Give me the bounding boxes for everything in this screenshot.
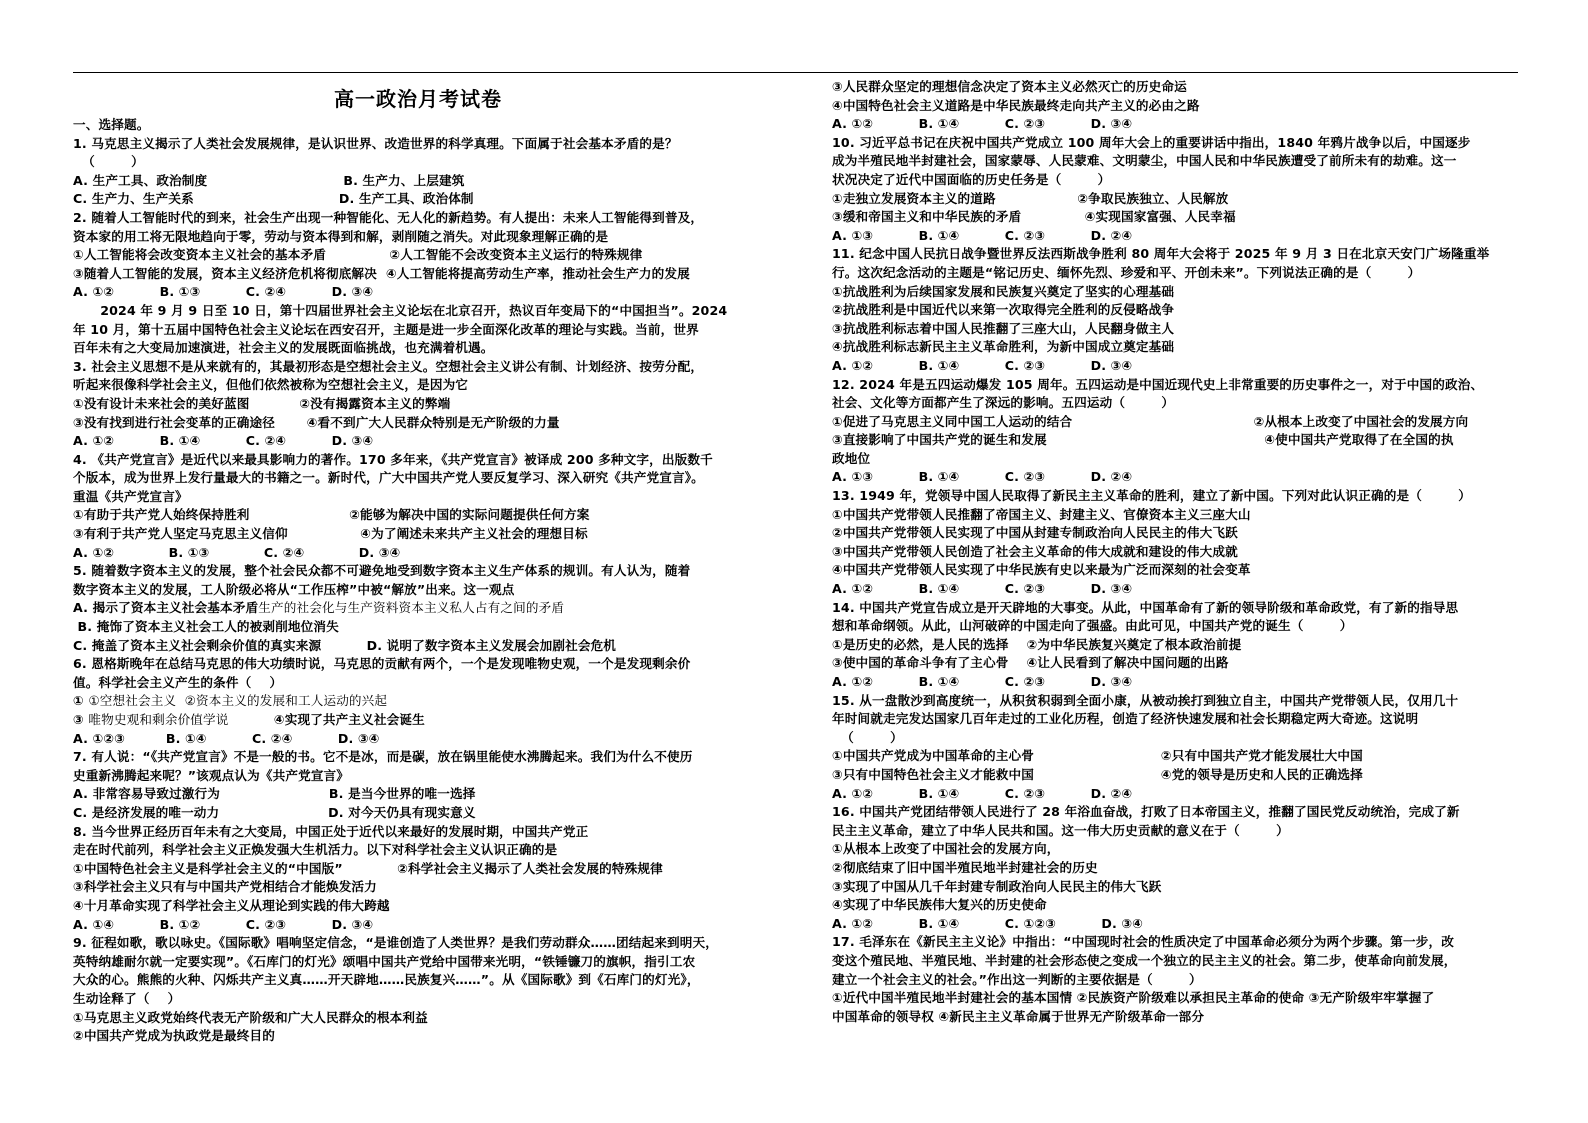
text-line: [832, 673, 1522, 692]
top-rule: [73, 72, 1518, 73]
text-line: [73, 674, 763, 693]
text-line: [73, 321, 763, 340]
text-line: [73, 209, 763, 228]
line-text: 16. 中国共产党团结带领人民进行了 28 年浴血奋战，打败了日本帝国主义，推翻了国民党反动统治，完成了新: [832, 804, 1460, 820]
line-text: 17. 毛泽东在《新民主主义论》中指出：“中国现时社会的性质决定了中国革命必须分为两个步骤。第一步，改: [832, 934, 1454, 950]
text-line: [73, 748, 763, 767]
text-line: [832, 208, 1522, 227]
line-text: ①中国共产党成为中国革命的主心骨 ②只有中国共产党才能发展壮大中国: [832, 748, 1363, 764]
text-line: [832, 301, 1522, 320]
text-line: [832, 561, 1522, 580]
line-text: ①近代中国半殖民地半封建社会的基本国情 ②民族资产阶级难以承担民主革命的使命 ③无产阶级牢牢掌握了: [832, 990, 1435, 1006]
line-text: A. ①② B. ①④ C. ②③ D. ③④: [832, 581, 1133, 597]
line-text: A. 生产工具、政治制度 B. 生产力、上层建筑: [73, 172, 465, 188]
line-text: 政地位: [832, 450, 871, 466]
text-line: [832, 487, 1522, 506]
text-line: [832, 989, 1522, 1008]
line-text: A. ①② B. ①④ C. ②③ D. ③④: [832, 357, 1133, 373]
text-line: [832, 747, 1522, 766]
line-text: ③缓和帝国主义和中华民族的矛盾 ④实现国家富强、人民幸福: [832, 209, 1236, 225]
text-line: [832, 264, 1522, 283]
text-line: [73, 767, 763, 786]
line-text: ③直接影响了中国共产党的诞生和发展 ④使中国共产党取得了在全国的执: [832, 432, 1454, 448]
line-text: A. ①③ B. ①④ C. ②③ D. ②④: [832, 469, 1133, 485]
line-text: A. ①② B. ①④ C. ①②③ D. ③④: [832, 915, 1144, 931]
text-line: [832, 803, 1522, 822]
line-text: ④十月革命实现了科学社会主义从理论到实践的伟大跨越: [73, 897, 390, 913]
line-text: A. ①② B. ①④ C. ②③ D. ②④: [832, 785, 1133, 801]
text-line: [832, 450, 1522, 469]
line-text: 年 10 月，第十五届中国特色社会主义论坛在西安召开，主题是进一步全面深化改革的理论与实践。当前，世界: [73, 321, 699, 337]
line-text: 状况决定了近代中国面临的历史任务是（ ）: [832, 171, 1111, 187]
line-text: ①: [73, 693, 89, 709]
line-text: ③科学社会主义只有与中国共产党相结合才能焕发活力: [73, 879, 377, 895]
text-line: [73, 469, 763, 488]
text-line: [832, 729, 1522, 748]
text-line: [73, 916, 763, 935]
text-line: [73, 228, 763, 247]
line-text: 3. 社会主义思想不是从来就有的，其最初形态是空想社会主义。空想社会主义讲公有制、计划经济、按劳分配，: [73, 358, 704, 374]
line-text: 1. 马克思主义揭示了人类社会发展规律，是认识世界、改造世界的科学真理。下面属于社会基本矛盾的是？: [73, 135, 678, 151]
line-text: ①马克思主义政党始终代表无产阶级和广大人民群众的根本利益: [73, 1009, 428, 1025]
line-text: ③人民群众坚定的理想信念决定了资本主义必然灭亡的历史命运: [832, 79, 1187, 94]
line-text: 大众的心。熊熊的火种、闪烁共产主义真……开天辟地……民族复兴……”。从《国际歌》到《石库门的灯光》，: [73, 972, 700, 988]
line-text: 成为半殖民地半封建社会，国家蒙辱、人民蒙难、文明蒙尘，中国人民和中华民族遭受了前所未有的劫难。这一: [832, 153, 1457, 169]
text-line: [832, 859, 1522, 878]
line-text: A. 非常容易导致过激行为 B. 是当今世界的唯一选择: [73, 786, 476, 802]
text-line: [73, 376, 763, 395]
line-text: ①抗战胜利为后续国家发展和民族复兴奠定了坚实的心理基础: [832, 283, 1175, 299]
text-line: [73, 953, 763, 972]
line-text: 资本家的用工将无限地趋向于零，劳动与资本得到和解，剥削随之消失。对此现象理解正确的是: [73, 228, 609, 244]
text-line: [832, 283, 1522, 302]
text-line: [73, 804, 763, 823]
line-text: ①中国共产党带领人民推翻了帝国主义、封建主义、官僚资本主义三座大山: [832, 506, 1251, 522]
text-line: [832, 543, 1522, 562]
text-line: [73, 395, 763, 414]
line-text: 数字资本主义的发展，工人阶级必将从“工作压榨”中被“解放”出来。这一观点: [73, 581, 515, 597]
line-text: A. ①②③ B. ①④ C. ②④ D. ③④: [73, 730, 380, 746]
line-text: C. 掩盖了资本主义社会剩余价值的真实来源 D. 说明了数字资本主义发展会加剧社会危机: [73, 637, 617, 653]
text-line: [73, 190, 763, 209]
line-text: 13. 1949 年，党领导中国人民取得了新民主主义革命的胜利，建立了新中国。下列对此认识正确的是（ ）: [832, 488, 1471, 504]
text-line: [73, 451, 763, 470]
text-line: [73, 581, 763, 600]
text-line: [832, 896, 1522, 915]
line-text: ①没有设计未来社会的美好蓝图 ②没有揭露资本主义的弊端: [73, 395, 451, 411]
left-column: [73, 78, 763, 1046]
normal-text: 唯物史观和剩余价值学说: [88, 712, 229, 727]
line-text: A. ①② B. ①④ C. ②③ D. ③④: [832, 116, 1133, 132]
text-line: [832, 840, 1522, 859]
line-text: ①有助于共产党人始终保持胜利 ②能够为解决中国的实际问题提供任何方案: [73, 507, 590, 523]
text-line: [73, 172, 763, 191]
line-text: 百年未有之大变局加速演进，社会主义的发展既面临挑战，也充满着机遇。: [73, 340, 494, 356]
text-line: [832, 524, 1522, 543]
text-line: [832, 654, 1522, 673]
line-text: A. ①② B. ①④ C. ②③ D. ③④: [832, 674, 1133, 689]
line-text: 中国革命的领导权 ④新民主主义革命属于世界无产阶级革命一部分: [832, 1008, 1205, 1024]
text-line: [832, 636, 1522, 655]
line-text: （ ）: [73, 154, 144, 170]
line-text: 9. 征程如歌，歌以咏史。《国际歌》唱响坚定信念，“是谁创造了人类世界？是我们劳动群众……团结起来到明天，: [73, 935, 718, 951]
text-line: [832, 245, 1522, 264]
text-line: [73, 116, 763, 135]
line-text: 生动诠释了（ ）: [73, 990, 181, 1006]
text-line: [832, 431, 1522, 450]
text-line: [832, 171, 1522, 190]
line-text: A. ①④ B. ①② C. ②③ D. ③④: [73, 916, 374, 932]
text-line: [73, 599, 763, 618]
line-text: ④抗战胜利标志新民主主义革命胜利，为新中国成立奠定基础: [832, 339, 1175, 355]
text-line: [73, 655, 763, 674]
normal-text: 生产的社会化与生产资料资本主义私人占有之间的矛盾: [258, 600, 565, 616]
line-text: 2024 年 9 月 9 日至 10 日，第十四届世界社会主义论坛在北京召开，热议百年变局下的“中国担当”。2024: [73, 302, 728, 318]
text-line: [73, 358, 763, 377]
text-line: [832, 971, 1522, 990]
line-text: 民主主义革命，建立了中华人民共和国。这一伟大历史贡献的意义在于（ ）: [832, 822, 1289, 838]
text-line: [832, 822, 1522, 841]
text-line: [832, 357, 1522, 376]
line-text: A. ①② B. ①③ C. ②④ D. ③④: [73, 284, 374, 300]
page-title: 高一政治月考试卷: [334, 87, 502, 111]
text-line: [73, 1009, 763, 1028]
text-line: [73, 637, 763, 656]
text-line: [832, 97, 1522, 116]
line-text: ③只有中国特色社会主义才能救中国 ④党的领导是历史和人民的正确选择: [832, 766, 1363, 782]
normal-text: ①空想社会主义 ②资本主义的发展和工人运动的兴起: [88, 693, 388, 709]
line-text: A. ①③ B. ①④ C. ②③ D. ②④: [832, 227, 1133, 243]
text-line: [73, 823, 763, 842]
text-line: [73, 135, 763, 154]
text-line: [832, 952, 1522, 971]
line-text: 建立一个社会主义的社会。”作出这一判断的主要依据是（ ）: [832, 971, 1202, 987]
text-line: [73, 841, 763, 860]
text-line: [832, 692, 1522, 711]
line-text: ①从根本上改变了中国社会的发展方向，: [832, 841, 1060, 857]
text-line: [832, 376, 1522, 395]
line-text: 年时间就走完发达国家几百年走过的工业化历程，创造了经济快速发展和社会长期稳定两大奇迹。这说明: [832, 711, 1419, 727]
line-text: ②中国共产党成为执政党是最终目的: [73, 1028, 275, 1044]
line-text: 值。科学社会主义产生的条件（ ）: [73, 674, 283, 690]
text-line: [832, 1008, 1522, 1027]
text-line: [832, 878, 1522, 897]
line-text: 听起来很像科学社会主义，但他们依然被称为空想社会主义，是因为它: [73, 377, 469, 393]
text-line: [832, 394, 1522, 413]
line-text: 重温《共产党宣言》: [73, 488, 188, 504]
text-line: [832, 599, 1522, 618]
text-line: [832, 933, 1522, 952]
line-text: ②彻底结束了旧中国半殖民地半封建社会的历史: [832, 859, 1098, 875]
text-line: [73, 283, 763, 302]
line-text: 14. 中国共产党宣告成立是开天辟地的大事变。从此，中国革命有了新的领导阶级和革命政党，有了新的指导思: [832, 599, 1459, 615]
text-line: [73, 618, 763, 637]
text-line: [73, 488, 763, 507]
line-text: 5. 随着数字资本主义的发展，整个社会民众都不可避免地受到数字资本主义生产体系的规训。有人认为，随着: [73, 563, 691, 579]
line-text: A. ①② B. ①③ C. ②④ D. ③④: [73, 544, 401, 560]
text-line: [73, 153, 763, 172]
line-text: 社会、文化等方面都产生了深远的影响。五四运动（ ）: [832, 395, 1175, 411]
line-text: 4. 《共产党宣言》是近代以来最具影响力的著作。170 多年来，《共产党宣言》被译成 200 多种文字，出版数千: [73, 451, 713, 467]
line-text: ③随着人工智能的发展，资本主义经济危机将彻底解决 ④人工智能将提高劳动生产率，推动社会生产力的发展: [73, 265, 690, 281]
text-line: [73, 711, 763, 730]
text-line: [832, 320, 1522, 339]
line-text: ④中国共产党带领人民实现了中华民族有史以来最为广泛而深刻的社会变革: [832, 562, 1251, 578]
text-line: [832, 115, 1522, 134]
line-text: ④实现了共产主义社会诞生: [228, 712, 425, 727]
text-line: [73, 897, 763, 916]
line-text: ①是历史的必然，是人民的选择 ②为中华民族复兴奠定了根本政治前提: [832, 636, 1242, 652]
line-text: C. 生产力、生产关系 D. 生产工具、政治体制: [73, 191, 474, 207]
text-line: [73, 506, 763, 525]
line-text: ④中国特色社会主义道路是中华民族最终走向共产主义的必由之路: [832, 97, 1200, 113]
text-line: [832, 152, 1522, 171]
right-column: [832, 78, 1522, 1026]
line-text: B. 掩饰了资本主义社会工人的被剥削地位消失: [73, 619, 339, 635]
text-line: [832, 190, 1522, 209]
text-line: [832, 468, 1522, 487]
text-line: [73, 302, 763, 321]
text-line: [73, 692, 763, 711]
text-line: [832, 617, 1522, 636]
line-text: ①走独立发展资本主义的道路 ②争取民族独立、人民解放: [832, 190, 1229, 206]
text-line: [832, 413, 1522, 432]
text-line: [832, 78, 1522, 97]
line-text: A. 揭示了资本主义社会基本矛盾: [73, 600, 259, 616]
line-text: ③中国共产党带领人民创造了社会主义革命的伟大成就和建设的伟大成就: [832, 543, 1238, 559]
text-line: [832, 915, 1522, 934]
line-text: ④实现了中华民族伟大复兴的历史使命: [832, 897, 1047, 913]
line-text: ③使中国的革命斗争有了主心骨 ④让人民看到了解决中国问题的出路: [832, 655, 1229, 671]
text-line: [73, 971, 763, 990]
line-text: 7. 有人说：“《共产党宣言》不是一般的书。它不是冰，而是碳，放在锅里能使水沸腾起来。我们为什么不使历: [73, 749, 693, 765]
text-line: [832, 134, 1522, 153]
line-text: 6. 恩格斯晚年在总结马克思的伟大功绩时说，马克思的贡献有两个，一个是发现唯物史观，一个是发现剩余价: [73, 656, 691, 672]
text-line: [73, 785, 763, 804]
line-text: 变这个殖民地、半殖民地、半封建的社会形态使之变成一个独立的民主主义的社会。第二步，使革命向前发展，: [832, 952, 1457, 968]
text-line: [73, 525, 763, 544]
text-line: [73, 246, 763, 265]
line-text: 8. 当今世界正经历百年未有之大变局，中国正处于近代以来最好的发展时期，中国共产党正: [73, 823, 589, 839]
line-text: 一、选择题。: [73, 117, 150, 132]
text-line: [832, 580, 1522, 599]
line-text: ①人工智能将会改变资本主义社会的基本矛盾 ②人工智能不会改变资本主义运行的特殊规律: [73, 247, 643, 263]
line-text: ②中国共产党带领人民实现了中国从封建专制政治向人民民主的伟大飞跃: [832, 525, 1238, 541]
text-line: [832, 710, 1522, 729]
text-line: [73, 990, 763, 1009]
line-text: 11. 纪念中国人民抗日战争暨世界反法西斯战争胜利 80 周年大会将于 2025 年 9 月 3 日在北京天安门广场隆重举: [832, 246, 1490, 262]
line-text: （ ）: [832, 729, 903, 745]
text-line: [73, 934, 763, 953]
text-line: [832, 785, 1522, 804]
line-text: 想和革命纲领。从此，山河破碎的中国走向了强盛。由此可见，中国共产党的诞生（ ）: [832, 618, 1353, 634]
line-text: A. ①② B. ①④ C. ②④ D. ③④: [73, 433, 374, 449]
line-text: C. 是经济发展的唯一动力 D. 对今天仍具有现实意义: [73, 804, 476, 820]
line-text: 英特纳雄耐尔就一定要实现”。《石库门的灯光》颂唱中国共产党给中国带来光明，“铁锤镰刀的旗帜，指引工农: [73, 953, 696, 969]
text-line: [73, 414, 763, 433]
text-line: [73, 860, 763, 879]
text-line: [73, 878, 763, 897]
text-line: [73, 432, 763, 451]
line-text: ③有利于共产党人坚定马克思主义信仰 ④为了阐述未来共产主义社会的理想目标: [73, 526, 588, 542]
line-text: ③没有找到进行社会变革的正确途径 ④看不到广大人民群众特别是无产阶级的力量: [73, 414, 560, 430]
text-line: [73, 730, 763, 749]
text-line: [73, 562, 763, 581]
text-line: [832, 766, 1522, 785]
text-line: [73, 265, 763, 284]
text-line: [832, 227, 1522, 246]
line-text: 15. 从一盘散沙到高度统一，从积贫积弱到全面小康，从被动挨打到独立自主，中国共产党带领人民，仅用几十: [832, 692, 1459, 708]
text-line: [832, 506, 1522, 525]
line-text: 行。这次纪念活动的主题是“铭记历史、缅怀先烈、珍爱和平、开创未来”。下列说法正确的是（ ）: [832, 264, 1421, 280]
line-text: ③抗战胜利标志着中国人民推翻了三座大山，人民翻身做主人: [832, 320, 1175, 336]
line-text: ①中国特色社会主义是科学社会主义的“中国版” ②科学社会主义揭示了人类社会发展的特殊规律: [73, 860, 663, 876]
line-text: 个版本，成为世界上发行量最大的书籍之一。新时代，广大中国共产党人要反复学习、深入研究《共产党宣言》。: [73, 470, 704, 486]
line-text: 史重新沸腾起来呢？”该观点认为《共产党宣言》: [73, 767, 350, 783]
line-text: 12. 2024 年是五四运动爆发 105 周年。五四运动是中国近现代史上非常重要的历史事件之一，对于中国的政治、: [832, 376, 1484, 392]
text-line: [73, 1027, 763, 1046]
text-line: [73, 339, 763, 358]
line-text: ③实现了中国从几千年封建专制政治向人民民主的伟大飞跃: [832, 878, 1162, 894]
line-text: 2. 随着人工智能时代的到来，社会生产出现一种智能化、无人化的新趋势。有人提出：未来人工智能得到普及，: [73, 209, 704, 225]
line-text: ③: [73, 712, 89, 727]
line-text: 走在时代前列，科学社会主义正焕发强大生机活力。以下对科学社会主义认识正确的是: [73, 842, 558, 858]
line-text: ②抗战胜利是中国近代以来第一次取得完全胜利的反侵略战争: [832, 302, 1175, 318]
text-line: [73, 544, 763, 563]
line-text: ①促进了马克思主义同中国工人运动的结合 ②从根本上改变了中国社会的发展方向: [832, 413, 1469, 429]
line-text: 10. 习近平总书记在庆祝中国共产党成立 100 周年大会上的重要讲话中指出，1840 年鸦片战争以后，中国逐步: [832, 134, 1471, 150]
text-line: [832, 338, 1522, 357]
